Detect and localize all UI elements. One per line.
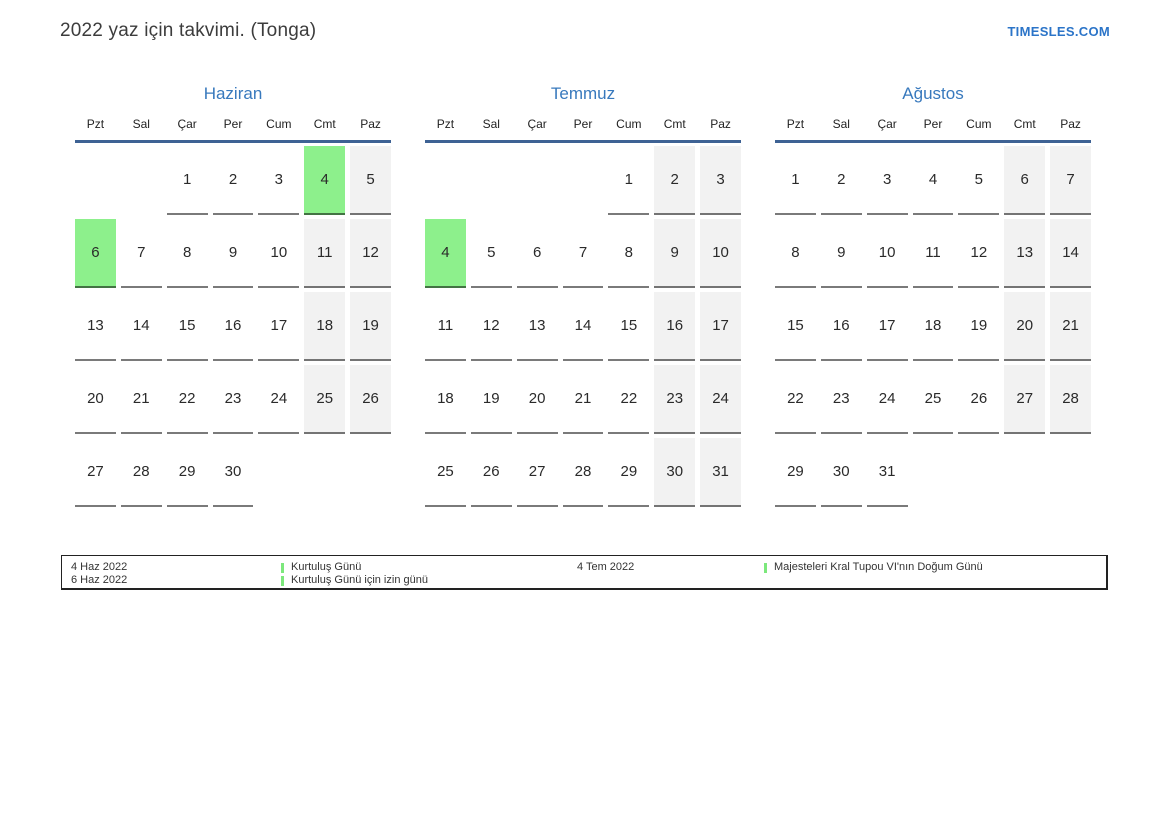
date-cell: 30 <box>654 438 695 507</box>
date-cell: 1 <box>775 146 816 215</box>
weekday-header: Cum <box>616 117 642 131</box>
empty-cell <box>958 438 999 505</box>
date-cell: 25 <box>425 438 466 507</box>
empty-cell <box>304 438 345 505</box>
weekday-header: Pzt <box>436 117 455 131</box>
date-cell: 8 <box>775 219 816 288</box>
weekday-header: Sal <box>832 117 850 131</box>
date-cell: 25 <box>913 365 954 434</box>
weekday-header: Per <box>223 117 243 131</box>
date-cell: 10 <box>700 219 741 288</box>
date-cell: 17 <box>867 292 908 361</box>
date-cell: 23 <box>654 365 695 434</box>
month-haziran <box>75 84 391 507</box>
date-cell: 3 <box>867 146 908 215</box>
date-cell: 22 <box>167 365 208 434</box>
date-cell: 5 <box>471 219 512 288</box>
date-cell: 9 <box>654 219 695 288</box>
date-cell: 20 <box>75 365 116 434</box>
date-cell: 6 <box>517 219 558 288</box>
date-cell: 14 <box>121 292 162 361</box>
empty-cell <box>471 146 512 213</box>
legend-events-group2 <box>764 561 983 574</box>
legend-event <box>281 561 428 574</box>
date-cell: 22 <box>775 365 816 434</box>
holiday-legend <box>61 555 1108 590</box>
site-link[interactable]: TIMESLES.COM <box>1007 24 1110 39</box>
empty-cell <box>258 438 299 505</box>
date-cell: 11 <box>304 219 345 288</box>
date-cell: 26 <box>350 365 391 434</box>
legend-event-label: Majesteleri Kral Tupou VI'nın Doğum Günü <box>774 561 983 573</box>
date-cell: 31 <box>867 438 908 507</box>
weekday-header-row <box>775 117 1091 143</box>
date-cell: 24 <box>867 365 908 434</box>
weekday-header: Per <box>573 117 593 131</box>
date-cell: 18 <box>425 365 466 434</box>
date-cell: 7 <box>1050 146 1091 215</box>
legend-dates-group2 <box>577 561 634 574</box>
month-title: Haziran <box>203 84 263 103</box>
month-agustos <box>775 84 1091 507</box>
date-cell: 3 <box>700 146 741 215</box>
empty-cell <box>1004 438 1045 505</box>
date-cell: 28 <box>121 438 162 507</box>
date-cell: 15 <box>608 292 649 361</box>
month-grid <box>425 146 741 507</box>
date-cell: 19 <box>471 365 512 434</box>
weekday-header: Sal <box>482 117 500 131</box>
date-cell: 13 <box>517 292 558 361</box>
date-cell: 29 <box>167 438 208 507</box>
date-cell: 18 <box>304 292 345 361</box>
month-title: Ağustos <box>902 84 964 103</box>
date-cell: 2 <box>213 146 254 215</box>
date-cell: 18 <box>913 292 954 361</box>
empty-cell <box>75 146 116 213</box>
weekday-header: Sal <box>132 117 150 131</box>
empty-cell <box>563 146 604 213</box>
date-cell: 4 <box>913 146 954 215</box>
date-cell: 13 <box>1004 219 1045 288</box>
date-cell: 21 <box>563 365 604 434</box>
date-cell: 17 <box>258 292 299 361</box>
month-grid <box>775 146 1091 507</box>
date-cell-holiday: 4 <box>425 219 466 288</box>
empty-cell <box>517 146 558 213</box>
holiday-marker-icon <box>281 563 284 573</box>
date-cell: 15 <box>775 292 816 361</box>
date-cell: 7 <box>563 219 604 288</box>
date-cell: 16 <box>821 292 862 361</box>
weekday-header: Cmt <box>313 117 336 131</box>
date-cell: 5 <box>350 146 391 215</box>
date-cell: 10 <box>258 219 299 288</box>
date-cell: 23 <box>821 365 862 434</box>
month-grid <box>75 146 391 507</box>
date-cell: 26 <box>958 365 999 434</box>
weekday-header: Çar <box>877 117 897 131</box>
weekday-header: Pzt <box>86 117 105 131</box>
date-cell: 27 <box>1004 365 1045 434</box>
date-cell: 15 <box>167 292 208 361</box>
date-cell: 14 <box>1050 219 1091 288</box>
date-cell-holiday: 4 <box>304 146 345 215</box>
page-title: 2022 yaz için takvimi. (Tonga) <box>60 20 317 41</box>
date-cell: 16 <box>654 292 695 361</box>
legend-events-group1 <box>281 561 428 587</box>
date-cell: 9 <box>213 219 254 288</box>
date-cell: 30 <box>821 438 862 507</box>
date-cell: 2 <box>821 146 862 215</box>
weekday-header: Per <box>923 117 943 131</box>
calendars <box>75 84 1091 507</box>
weekday-header: Cmt <box>663 117 686 131</box>
legend-date: 4 Tem 2022 <box>577 561 635 573</box>
date-cell: 24 <box>258 365 299 434</box>
date-cell: 5 <box>958 146 999 215</box>
date-cell: 28 <box>1050 365 1091 434</box>
weekday-header: Pzt <box>786 117 805 131</box>
date-cell: 25 <box>304 365 345 434</box>
empty-cell <box>121 146 162 213</box>
weekday-header: Çar <box>177 117 197 131</box>
date-cell: 30 <box>213 438 254 507</box>
date-cell: 29 <box>608 438 649 507</box>
date-cell: 11 <box>913 219 954 288</box>
empty-cell <box>425 146 466 213</box>
weekday-header: Çar <box>527 117 547 131</box>
date-cell: 23 <box>213 365 254 434</box>
date-cell: 21 <box>121 365 162 434</box>
date-cell: 27 <box>517 438 558 507</box>
date-cell: 11 <box>425 292 466 361</box>
date-cell: 19 <box>958 292 999 361</box>
date-cell: 22 <box>608 365 649 434</box>
date-cell: 19 <box>350 292 391 361</box>
holiday-marker-icon <box>764 563 767 573</box>
legend-event-label: Kurtuluş Günü <box>291 561 362 573</box>
date-cell: 21 <box>1050 292 1091 361</box>
date-cell: 20 <box>1004 292 1045 361</box>
weekday-header: Paz <box>1060 117 1081 131</box>
date-cell: 10 <box>867 219 908 288</box>
holiday-marker-icon <box>281 576 284 586</box>
date-cell: 12 <box>350 219 391 288</box>
legend-event <box>764 561 983 574</box>
date-cell: 24 <box>700 365 741 434</box>
date-cell: 26 <box>471 438 512 507</box>
weekday-header-row <box>75 117 391 143</box>
legend-date: 4 Haz 2022 <box>71 561 128 573</box>
date-cell: 7 <box>121 219 162 288</box>
date-cell: 27 <box>75 438 116 507</box>
month-temmuz <box>425 84 741 507</box>
legend-event-label: Kurtuluş Günü için izin günü <box>291 574 428 586</box>
date-cell: 29 <box>775 438 816 507</box>
legend-date: 6 Haz 2022 <box>71 574 128 586</box>
legend-dates-group1 <box>71 561 127 587</box>
weekday-header: Paz <box>710 117 731 131</box>
month-title: Temmuz <box>550 84 616 103</box>
weekday-header: Cum <box>966 117 992 131</box>
date-cell: 1 <box>167 146 208 215</box>
weekday-header: Paz <box>360 117 381 131</box>
date-cell: 20 <box>517 365 558 434</box>
weekday-header: Cmt <box>1013 117 1036 131</box>
date-cell: 28 <box>563 438 604 507</box>
empty-cell <box>350 438 391 505</box>
date-cell: 3 <box>258 146 299 215</box>
date-cell: 12 <box>958 219 999 288</box>
date-cell: 8 <box>608 219 649 288</box>
date-cell: 2 <box>654 146 695 215</box>
legend-event <box>281 574 428 587</box>
weekday-header: Cum <box>266 117 292 131</box>
date-cell: 16 <box>213 292 254 361</box>
date-cell: 13 <box>75 292 116 361</box>
date-cell: 14 <box>563 292 604 361</box>
date-cell: 8 <box>167 219 208 288</box>
date-cell: 9 <box>821 219 862 288</box>
date-cell-holiday: 6 <box>75 219 116 288</box>
date-cell: 12 <box>471 292 512 361</box>
date-cell: 31 <box>700 438 741 507</box>
weekday-header-row <box>425 117 741 143</box>
empty-cell <box>1050 438 1091 505</box>
empty-cell <box>913 438 954 505</box>
date-cell: 17 <box>700 292 741 361</box>
date-cell: 1 <box>608 146 649 215</box>
date-cell: 6 <box>1004 146 1045 215</box>
